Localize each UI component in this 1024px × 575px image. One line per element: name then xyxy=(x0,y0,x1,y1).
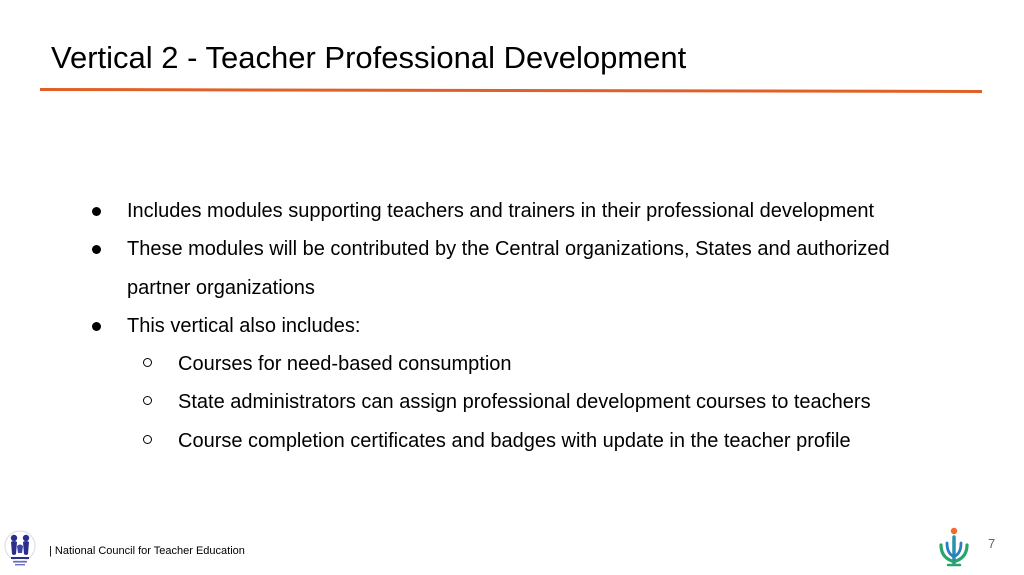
bullet-circle-icon xyxy=(143,422,155,460)
bullet-circle-icon xyxy=(143,383,155,421)
sub-list-item-text: Course completion certificates and badges with update in the teacher profile xyxy=(178,429,851,452)
list-item-text: These modules will be contributed by the Central organizations, States and authorized xyxy=(127,238,890,261)
sub-list-item xyxy=(0,383,1024,421)
bullet-dot-icon xyxy=(90,192,104,230)
list-item xyxy=(0,307,1024,345)
sub-list-item xyxy=(0,422,1024,460)
footer-organization: | National Council for Teacher Education xyxy=(49,545,245,557)
sub-list-item xyxy=(0,345,1024,383)
bullet-dot-icon xyxy=(90,307,104,345)
page-number: 7 xyxy=(988,536,996,551)
list-item-continuation xyxy=(0,269,1024,307)
sub-list-item-text: State administrators can assign professional development courses to teachers xyxy=(178,391,871,414)
list-item xyxy=(0,192,1024,230)
bullet-circle-icon xyxy=(143,345,155,383)
title-underline xyxy=(40,88,982,93)
bullet-dot-icon xyxy=(90,230,104,268)
list-item-text: partner organizations xyxy=(127,276,315,299)
diksha-logo-icon xyxy=(935,527,973,569)
slide-title: Vertical 2 - Teacher Professional Development xyxy=(51,40,687,75)
list-item xyxy=(0,230,1024,268)
list-item-text: This vertical also includes: xyxy=(127,314,361,337)
ncte-emblem-icon xyxy=(3,529,37,571)
list-item-text: Includes modules supporting teachers and trainers in their professional development xyxy=(127,200,875,222)
sub-list-item-text: Courses for need-based consumption xyxy=(178,353,512,376)
bullet-list xyxy=(0,192,1024,460)
